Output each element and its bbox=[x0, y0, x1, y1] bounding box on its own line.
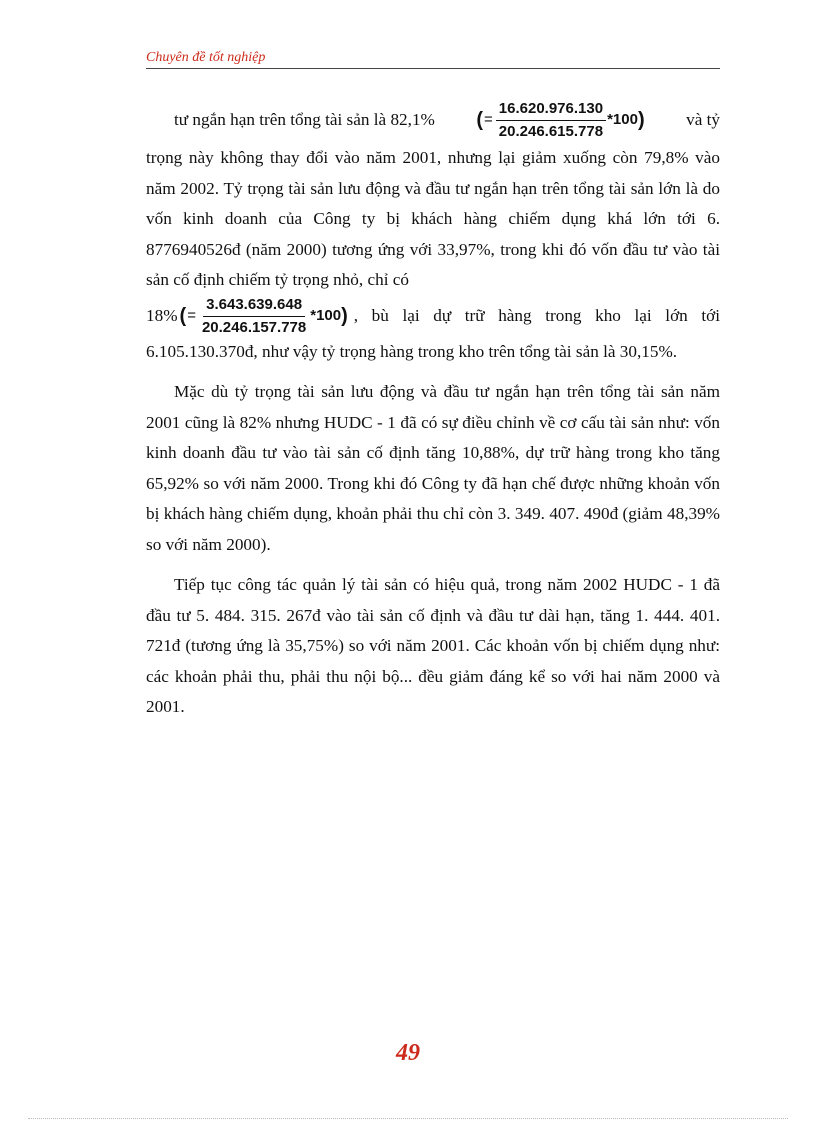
text-span: và tỷ bbox=[686, 110, 720, 130]
running-header: Chuyên đề tốt nghiệp bbox=[146, 50, 266, 65]
text-span: , bù lại dự trữ hàng trong kho lại lớn tới bbox=[353, 305, 720, 325]
numerator: 3.643.639.648 bbox=[203, 296, 305, 317]
page-border bbox=[28, 1118, 788, 1119]
formula-2 bbox=[180, 296, 348, 337]
page-number: 49 bbox=[396, 1040, 420, 1066]
paragraph: 6.105.130.370đ, như vậy tỷ trọng hàng trong kho trên tổng tài sản là 30,15%. bbox=[146, 341, 678, 361]
formula-1 bbox=[476, 100, 644, 141]
denominator: 20.246.615.778 bbox=[498, 123, 604, 140]
header-divider bbox=[146, 68, 720, 69]
fraction bbox=[496, 100, 606, 141]
fraction bbox=[199, 296, 309, 337]
text-span: tư ngắn hạn trên tổng tài sản là 82,1% bbox=[174, 110, 435, 130]
paragraph: Tiếp tục công tác quản lý tài sản có hiệu quả, trong năm 2002 HUDC - 1 đã đầu tư 5. 484. 315. 267đ vào tài sản cố định và đầu tư dài hạn, tăng 1. 444. 401. 721đ (tương ứng là 35,75%) so với năm 2001. Các khoản vốn bị chiếm dụng như: các khoản phải thu, phải thu nội bộ... đều giảm đáng kể so với hai năm 2000 và 2001. bbox=[146, 575, 720, 716]
equals-sign: = bbox=[484, 111, 493, 129]
paren-close: ) bbox=[637, 109, 645, 132]
equals-sign: = bbox=[187, 306, 196, 324]
denominator: 20.246.157.778 bbox=[201, 318, 307, 336]
paren-open: ( bbox=[179, 304, 187, 327]
multiplier: *100 bbox=[607, 111, 638, 129]
multiplier: *100 bbox=[310, 306, 342, 324]
paragraph: trọng này không thay đổi vào năm 2001, nhưng lại giảm xuống còn 79,8% vào năm 2002. Tỷ trọng tài sản lưu động và đầu tư ngắn hạn trên tổng tài sản lớn là do vốn kinh doanh của Công ty bị khách hàng chiếm dụng khá lớn tới 6. 8776940526đ (năm 2000) tương ứng với 33,97%, trong khi đó vốn đầu tư vào tài sản cố định chiếm tỷ trọng nhỏ, chỉ có bbox=[146, 148, 720, 289]
formula-line-1 bbox=[146, 100, 720, 141]
paragraph: Mặc dù tỷ trọng tài sản lưu động và đầu tư ngắn hạn trên tổng tài sản năm 2001 cũng là 82% nhưng HUDC - 1 đã có sự điều chỉnh về cơ cấu tài sản như: vốn kinh doanh đầu tư vào tài sản cố định tăng 10,88%, dự trữ hàng trong kho tăng 65,92% so với năm 2000. Trong khi đó Công ty đã hạn chế được những khoản vốn bị khách hàng chiếm dụng, khoản phải thu chỉ còn 3. 349. 407. 490đ (giảm 48,39% so với năm 2000). bbox=[146, 382, 720, 554]
document-body bbox=[146, 100, 720, 727]
text-span: 18% bbox=[146, 305, 178, 325]
formula-line-2 bbox=[146, 296, 720, 337]
paren-open: ( bbox=[476, 109, 484, 132]
paren-close: ) bbox=[341, 304, 348, 327]
numerator: 16.620.976.130 bbox=[496, 100, 606, 121]
